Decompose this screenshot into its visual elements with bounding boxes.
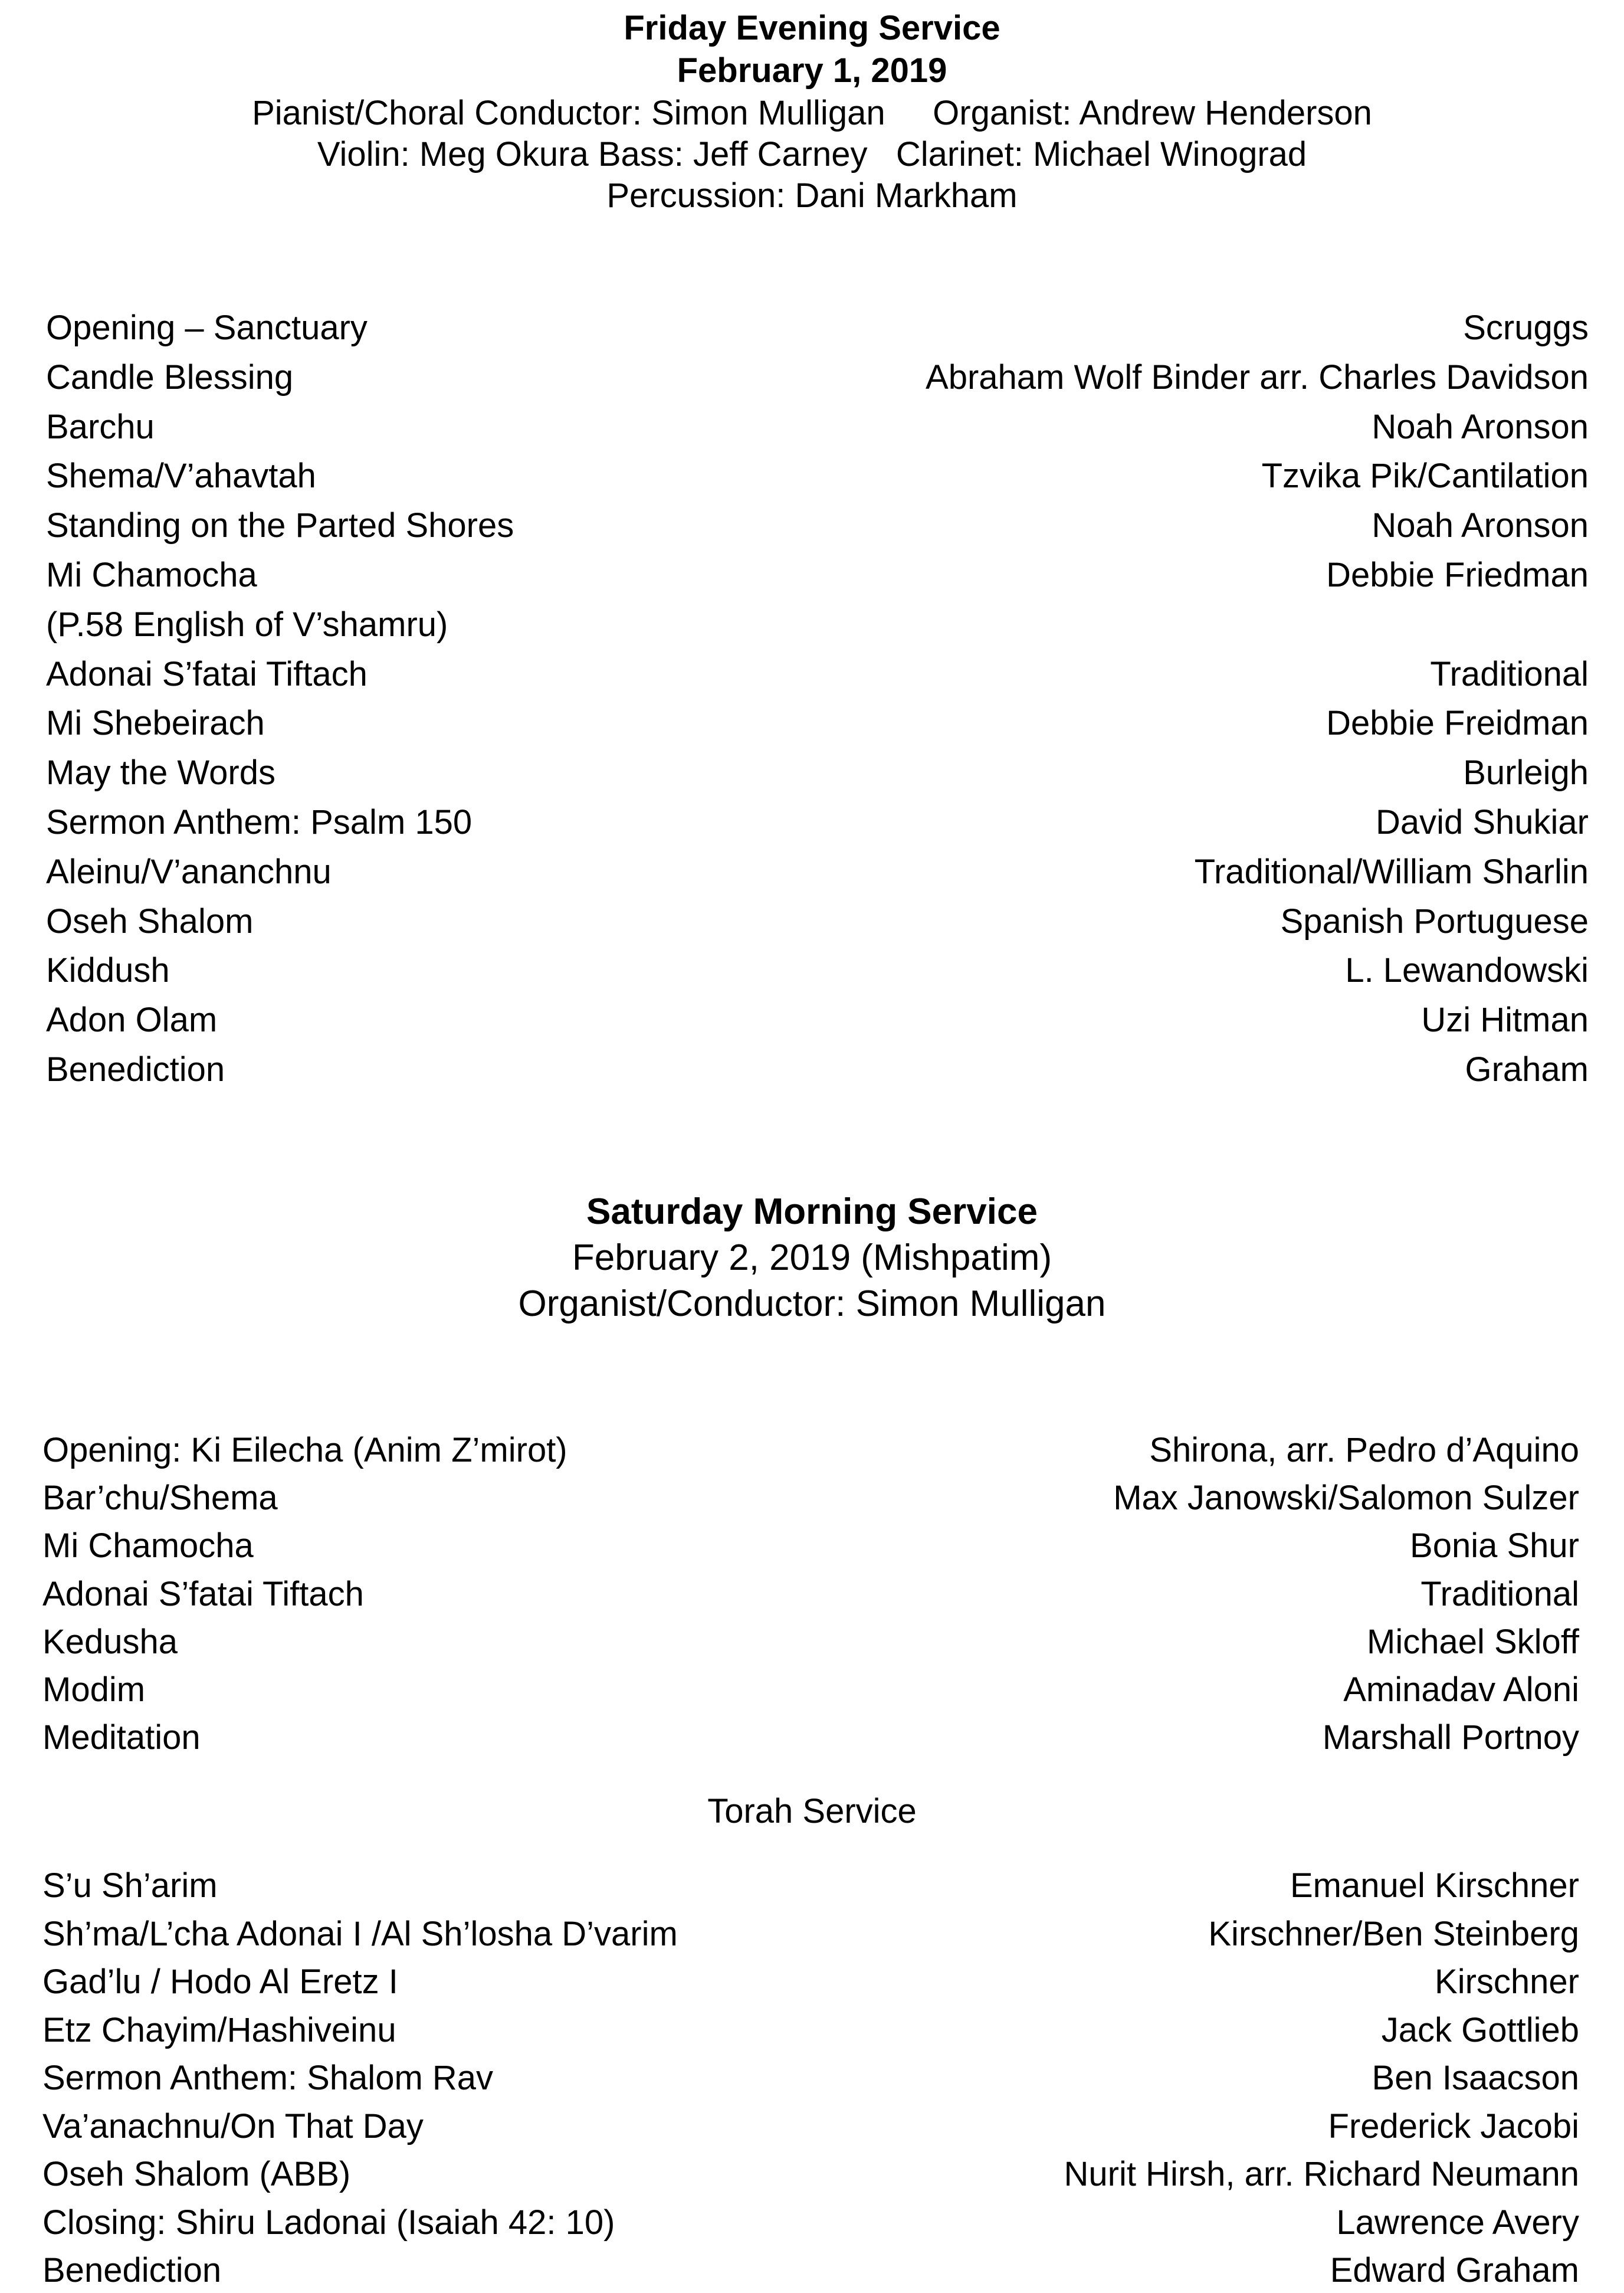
- program-item-title: Kiddush: [46, 951, 170, 990]
- program-item-composer: Shirona, arr. Pedro d’Aquino: [1149, 1431, 1579, 1469]
- program-item-composer: Debbie Freidman: [1326, 704, 1589, 743]
- program-item-composer: Aminadav Aloni: [1343, 1670, 1579, 1709]
- program-item-composer: Jack Gottlieb: [1381, 2010, 1579, 2049]
- program-item-title: Barchu: [46, 407, 155, 446]
- program-item-composer: Edward Graham: [1330, 2251, 1579, 2289]
- program-item-composer: Debbie Friedman: [1326, 556, 1589, 594]
- program-item-title: Sh’ma/L’cha Adonai I /Al Sh’losha D’varim: [42, 1914, 678, 1953]
- program-item-title: Va’anachnu/On That Day: [42, 2107, 424, 2145]
- program-item-composer: Frederick Jacobi: [1328, 2107, 1579, 2145]
- program-item-composer: Noah Aronson: [1372, 407, 1589, 446]
- program-item-composer: Spanish Portuguese: [1280, 902, 1589, 941]
- program-item-composer: Graham: [1465, 1050, 1589, 1089]
- program-item-title: Standing on the Parted Shores: [46, 506, 514, 545]
- program-item-title: Bar’chu/Shema: [42, 1479, 278, 1518]
- program-item-composer: Abraham Wolf Binder arr. Charles Davidson: [926, 358, 1589, 397]
- program-item-title: Mi Chamocha: [46, 556, 257, 594]
- program-item-title: Oseh Shalom: [46, 902, 254, 941]
- program-item-composer: Scruggs: [1463, 309, 1589, 347]
- torah-service-heading: Torah Service: [707, 1792, 917, 1830]
- saturday-credit: Organist/Conductor: Simon Mulligan: [518, 1283, 1106, 1324]
- program-item-composer: Burleigh: [1463, 754, 1589, 792]
- program-item-title: Mi Shebeirach: [46, 704, 265, 743]
- program-item-title: Shema/V’ahavtah: [46, 457, 316, 496]
- program-item-composer: Lawrence Avery: [1336, 2203, 1579, 2242]
- program-item-composer: Ben Isaacson: [1372, 2059, 1579, 2097]
- program-item-composer: David Shukiar: [1375, 803, 1589, 841]
- program-item-title: (P.58 English of V’shamru): [46, 605, 448, 644]
- friday-credit-line: Violin: Meg Okura Bass: Jeff Carney Clarinet: Michael Winograd: [317, 135, 1307, 173]
- program-item-composer: Kirschner: [1435, 1963, 1579, 2001]
- program-item-title: Oseh Shalom (ABB): [42, 2155, 351, 2193]
- program-item-title: Opening: Ki Eilecha (Anim Z’mirot): [42, 1431, 567, 1469]
- program-item-title: Sermon Anthem: Shalom Rav: [42, 2059, 494, 2097]
- program-item-title: Meditation: [42, 1718, 201, 1757]
- program-item-title: Adonai S’fatai Tiftach: [42, 1574, 364, 1613]
- program-item-title: Aleinu/V’ananchnu: [46, 852, 332, 891]
- program-item-title: Adon Olam: [46, 1001, 218, 1040]
- program-item-title: Opening – Sanctuary: [46, 309, 368, 347]
- program-item-title: Sermon Anthem: Psalm 150: [46, 803, 473, 841]
- program-item-title: May the Words: [46, 754, 275, 792]
- program-item-title: Benediction: [42, 2251, 222, 2289]
- program-item-title: Closing: Shiru Ladonai (Isaiah 42: 10): [42, 2203, 615, 2242]
- friday-date: February 1, 2019: [677, 51, 947, 90]
- program-item-composer: Nurit Hirsh, arr. Richard Neumann: [1064, 2155, 1579, 2193]
- program-item-composer: Traditional: [1430, 654, 1589, 693]
- program-item-title: Adonai S’fatai Tiftach: [46, 654, 368, 693]
- program-item-composer: Uzi Hitman: [1421, 1001, 1589, 1040]
- program-item-title: S’u Sh’arim: [42, 1866, 218, 1905]
- program-item-title: Kedusha: [42, 1622, 178, 1661]
- program-item-composer: Emanuel Kirschner: [1290, 1866, 1579, 1905]
- program-item-title: Gad’lu / Hodo Al Eretz I: [42, 1963, 398, 2001]
- saturday-title: Saturday Morning Service: [586, 1191, 1038, 1232]
- program-item-title: Candle Blessing: [46, 358, 294, 397]
- program-item-title: Etz Chayim/Hashiveinu: [42, 2010, 396, 2049]
- program-item-composer: Kirschner/Ben Steinberg: [1208, 1914, 1579, 1953]
- program-item-composer: Bonia Shur: [1410, 1527, 1579, 1565]
- program-item-composer: Traditional/William Sharlin: [1194, 852, 1589, 891]
- program-item-title: Benediction: [46, 1050, 225, 1089]
- friday-title: Friday Evening Service: [624, 9, 1000, 47]
- program-item-composer: Traditional: [1420, 1574, 1579, 1613]
- friday-credit-line: Pianist/Choral Conductor: Simon Mulligan Organist: Andrew Henderson: [252, 94, 1372, 132]
- program-item-composer: Tzvika Pik/Cantilation: [1261, 457, 1589, 496]
- program-item-composer: L. Lewandowski: [1345, 951, 1589, 990]
- program-item-title: Mi Chamocha: [42, 1527, 254, 1565]
- program-item-title: Modim: [42, 1670, 146, 1709]
- friday-credit-line: Percussion: Dani Markham: [606, 176, 1018, 215]
- program-item-composer: Max Janowski/Salomon Sulzer: [1113, 1479, 1579, 1518]
- saturday-date: February 2, 2019 (Mishpatim): [572, 1237, 1052, 1278]
- program-item-composer: Marshall Portnoy: [1322, 1718, 1579, 1757]
- program-item-composer: Michael Skloff: [1367, 1622, 1579, 1661]
- program-item-composer: Noah Aronson: [1372, 506, 1589, 545]
